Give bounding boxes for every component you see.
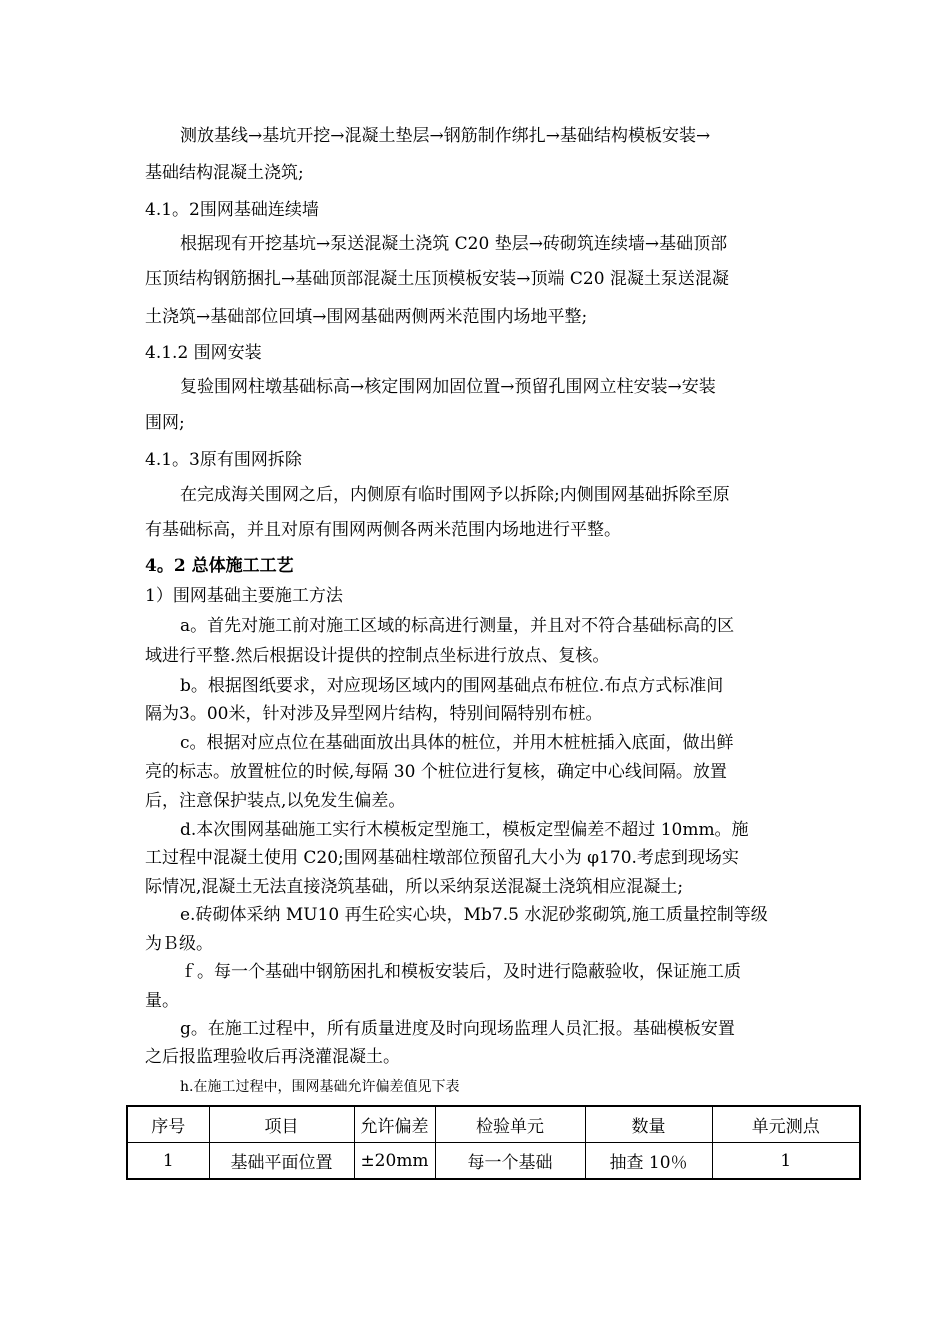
paragraph-line: 之后报监理验收后再浇灌混凝土。 (145, 1047, 400, 1067)
paragraph-line: d.本次围网基础施工实行木模板定型施工，模板定型偏差不超过 10mm。施 (180, 820, 749, 840)
paragraph-line: 测放基线→基坑开挖→混凝土垫层→钢筋制作绑扎→基础结构模板安装→ (180, 126, 711, 146)
table-cell: 抽查 10％ (585, 1143, 712, 1180)
table-cell: ±20mm (354, 1143, 435, 1180)
header-cell: 项目 (209, 1106, 354, 1143)
table-cell: 基础平面位置 (209, 1143, 354, 1180)
paragraph-line: 压顶结构钢筋捆扎→基础顶部混凝土压顶模板安装→顶端 C20 混凝土泵送混凝 (145, 269, 729, 289)
header-cell: 序号 (127, 1106, 209, 1143)
paragraph-line: 隔为3。00米，针对涉及异型网片结构，特别间隔特别布桩。 (145, 704, 603, 724)
subsection-heading: 1）围网基础主要施工方法 (145, 586, 343, 606)
table-cell: 1 (127, 1143, 209, 1180)
header-cell: 检验单元 (435, 1106, 585, 1143)
section-heading: 4.1。3原有围网拆除 (145, 450, 302, 470)
header-cell: 允许偏差 (354, 1106, 435, 1143)
paragraph-line: 根据现有开挖基坑→泵送混凝土浇筑 C20 垫层→砖砌筑连续墙→基础顶部 (180, 234, 728, 254)
paragraph-line: c。根据对应点位在基础面放出具体的桩位，并用木桩桩插入底面，做出鲜 (180, 733, 734, 753)
paragraph-line: 量。 (145, 991, 179, 1011)
paragraph-line: 工过程中混凝土使用 C20;围网基础柱墩部位预留孔大小为 φ170.考虑到现场实 (145, 848, 739, 868)
paragraph-line: 际情况,混凝土无法直接浇筑基础，所以采纳泵送混凝土浇筑相应混凝土; (145, 877, 684, 897)
paragraph-line: 亮的标志。放置桩位的时候,每隔 30 个桩位进行复核，确定中心线间隔。放置 (145, 762, 727, 782)
table-header-row (127, 1106, 860, 1143)
paragraph-line: 为Ｂ级。 (145, 934, 213, 954)
paragraph-line: 基础结构混凝土浇筑; (145, 163, 304, 183)
paragraph-line: g。在施工过程中，所有质量进度及时向现场监理人员汇报。基础模板安置 (180, 1019, 735, 1039)
table-caption: h.在施工过程中，围网基础允许偏差值见下表 (180, 1079, 460, 1095)
section-heading: 4.1。2围网基础连续墙 (145, 200, 319, 220)
paragraph-line: 围网; (145, 413, 185, 433)
paragraph-line: 土浇筑→基础部位回填→围网基础两侧两米范围内场地平整; (145, 307, 588, 327)
table-row (127, 1143, 860, 1180)
table-cell: 1 (712, 1143, 860, 1180)
section-heading-bold: 4。2 总体施工工艺 (145, 556, 294, 576)
table-cell: 每一个基础 (435, 1143, 585, 1180)
paragraph-line: 后，注意保护装点,以免发生偏差。 (145, 791, 406, 811)
paragraph-line: 有基础标高，并且对原有围网两侧各两米范围内场地进行平整。 (145, 520, 621, 540)
header-cell: 单元测点 (712, 1106, 860, 1143)
paragraph-line: 复验围网柱墩基础标高→核定围网加固位置→预留孔围网立柱安装→安装 (180, 377, 716, 397)
paragraph-line: e.砖砌体采纳 MU10 再生砼实心块，Mb7.5 水泥砂浆砌筑,施工质量控制等级 (180, 905, 768, 925)
paragraph-line: a。首先对施工前对施工区域的标高进行测量，并且对不符合基础标高的区 (180, 616, 735, 636)
header-cell: 数量 (585, 1106, 712, 1143)
tolerance-table (126, 1105, 861, 1180)
paragraph-line: b。根据图纸要求，对应现场区域内的围网基础点布桩位.布点方式标准间 (180, 676, 724, 696)
paragraph-line: 域进行平整.然后根据设计提供的控制点坐标进行放点、复核。 (145, 646, 610, 666)
section-heading: 4.1.2 围网安装 (145, 343, 262, 363)
paragraph-line: 在完成海关围网之后，内侧原有临时围网予以拆除;内侧围网基础拆除至原 (180, 485, 730, 505)
paragraph-line: ｆ。每一个基础中钢筋困扎和模板安装后，及时进行隐蔽验收，保证施工质 (180, 962, 741, 982)
